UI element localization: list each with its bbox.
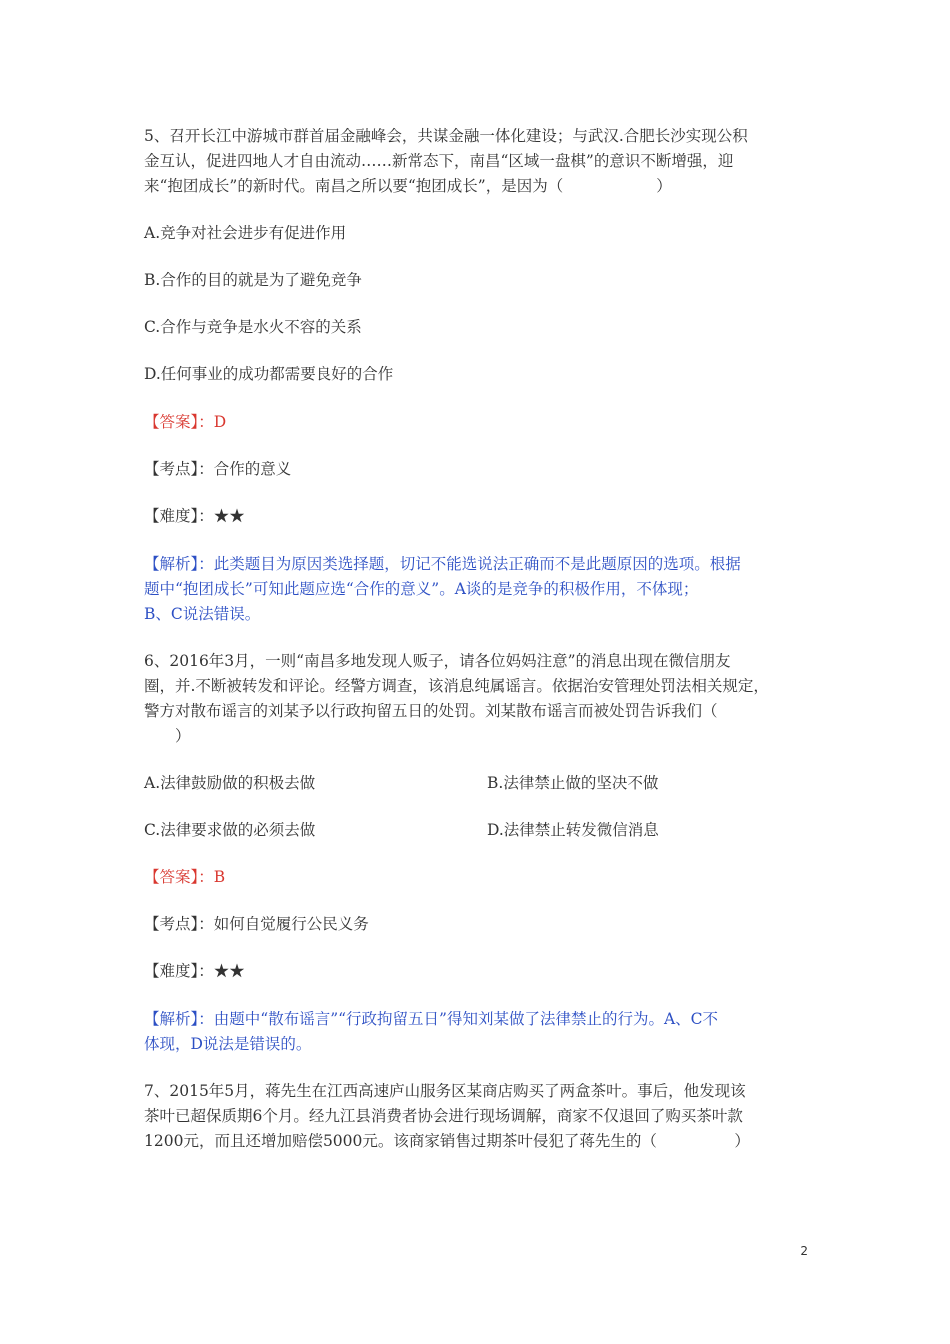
q7-stem-line-2: 茶叶已超保质期6个月。经九江县消费者协会进行现场调解，商家不仅退回了购买茶叶款 — [144, 1107, 743, 1125]
answer-label: 【答案】： — [144, 413, 214, 431]
answer-label: 【答案】： — [144, 868, 214, 886]
q6-analysis-line-2: 体现，D说法是错误的。 — [144, 1035, 312, 1053]
q5-difficulty — [144, 506, 245, 526]
q6-option-c: C.法律要求做的必须去做 — [144, 821, 316, 839]
q5-analysis-line-3: B、C说法错误。 — [144, 605, 261, 623]
q6-option-b: B.法律禁止做的坚决不做 — [487, 774, 659, 792]
q5-answer — [144, 412, 226, 432]
difficulty-stars: ★★ — [213, 507, 245, 525]
q5-topic — [144, 459, 291, 479]
answer-value: D — [213, 413, 227, 431]
difficulty-label: 【难度】： — [144, 962, 214, 980]
analysis-text: 此类题目为原因类选择题，切记不能选说法正确而不是此题原因的选项。根据 — [213, 555, 741, 573]
q5-option-c: C.合作与竞争是水火不容的关系 — [144, 318, 362, 336]
q5-stem-line-2: 金互认，促进四地人才自由流动……新常态下，南昌“区域一盘棋”的意识不断增强，迎 — [144, 152, 734, 170]
q7-stem-line-3: 1200元，而且还增加赔偿5000元。该商家销售过期茶叶侵犯了蒋先生的（ ） — [144, 1132, 750, 1150]
q6-stem-line-4: ） — [144, 727, 191, 745]
topic-value: 合作的意义 — [213, 460, 292, 478]
q5-analysis-line-1 — [144, 554, 741, 574]
q6-stem-line-2: 圈，并.不断被转发和评论。经警方调查，该消息纯属谣言。依据治安管理处罚法相关规定， — [144, 677, 769, 695]
q6-stem-line-3: 警方对散布谣言的刘某予以行政拘留五日的处罚。刘某散布谣言而被处罚告诉我们（ — [144, 702, 718, 720]
q7-stem-line-1: 7、2015年5月，蒋先生在江西高速庐山服务区某商店购买了两盒茶叶。事后，他发现该 — [144, 1082, 746, 1100]
topic-value: 如何自觉履行公民义务 — [213, 915, 369, 933]
analysis-label: 【解析】： — [144, 1010, 214, 1028]
topic-label: 【考点】： — [144, 915, 214, 933]
answer-value: B — [213, 868, 226, 886]
page-number: 2 — [800, 1244, 808, 1258]
q6-difficulty — [144, 961, 245, 981]
q6-topic — [144, 914, 369, 934]
q5-option-b: B.合作的目的就是为了避免竞争 — [144, 271, 362, 289]
difficulty-label: 【难度】： — [144, 507, 214, 525]
analysis-label: 【解析】： — [144, 555, 214, 573]
q5-stem-line-3: 来“抱团成长”的新时代。南昌之所以要“抱团成长”，是因为（ ） — [144, 177, 672, 195]
q5-option-d: D.任何事业的成功都需要良好的合作 — [144, 365, 394, 383]
analysis-text: 由题中“散布谣言”“行政拘留五日”得知刘某做了法律禁止的行为。A、C不 — [213, 1010, 719, 1028]
q5-stem-line-1: 5、召开长江中游城市群首届金融峰会，共谋金融一体化建设；与武汉.合肥长沙实现公积 — [144, 127, 748, 145]
q5-option-a: A.竞争对社会进步有促进作用 — [144, 224, 347, 242]
q6-answer — [144, 867, 225, 887]
q6-option-d: D.法律禁止转发微信消息 — [487, 821, 659, 839]
q6-stem-line-1: 6、2016年3月，一则“南昌多地发现人贩子，请各位妈妈注意”的消息出现在微信朋友 — [144, 652, 731, 670]
q6-analysis-line-1 — [144, 1009, 718, 1029]
q6-option-a: A.法律鼓励做的积极去做 — [144, 774, 316, 792]
difficulty-stars: ★★ — [213, 962, 245, 980]
topic-label: 【考点】： — [144, 460, 214, 478]
q5-analysis-line-2: 题中“抱团成长”可知此题应选“合作的意义”。A谈的是竞争的积极作用，不体现； — [144, 580, 699, 598]
